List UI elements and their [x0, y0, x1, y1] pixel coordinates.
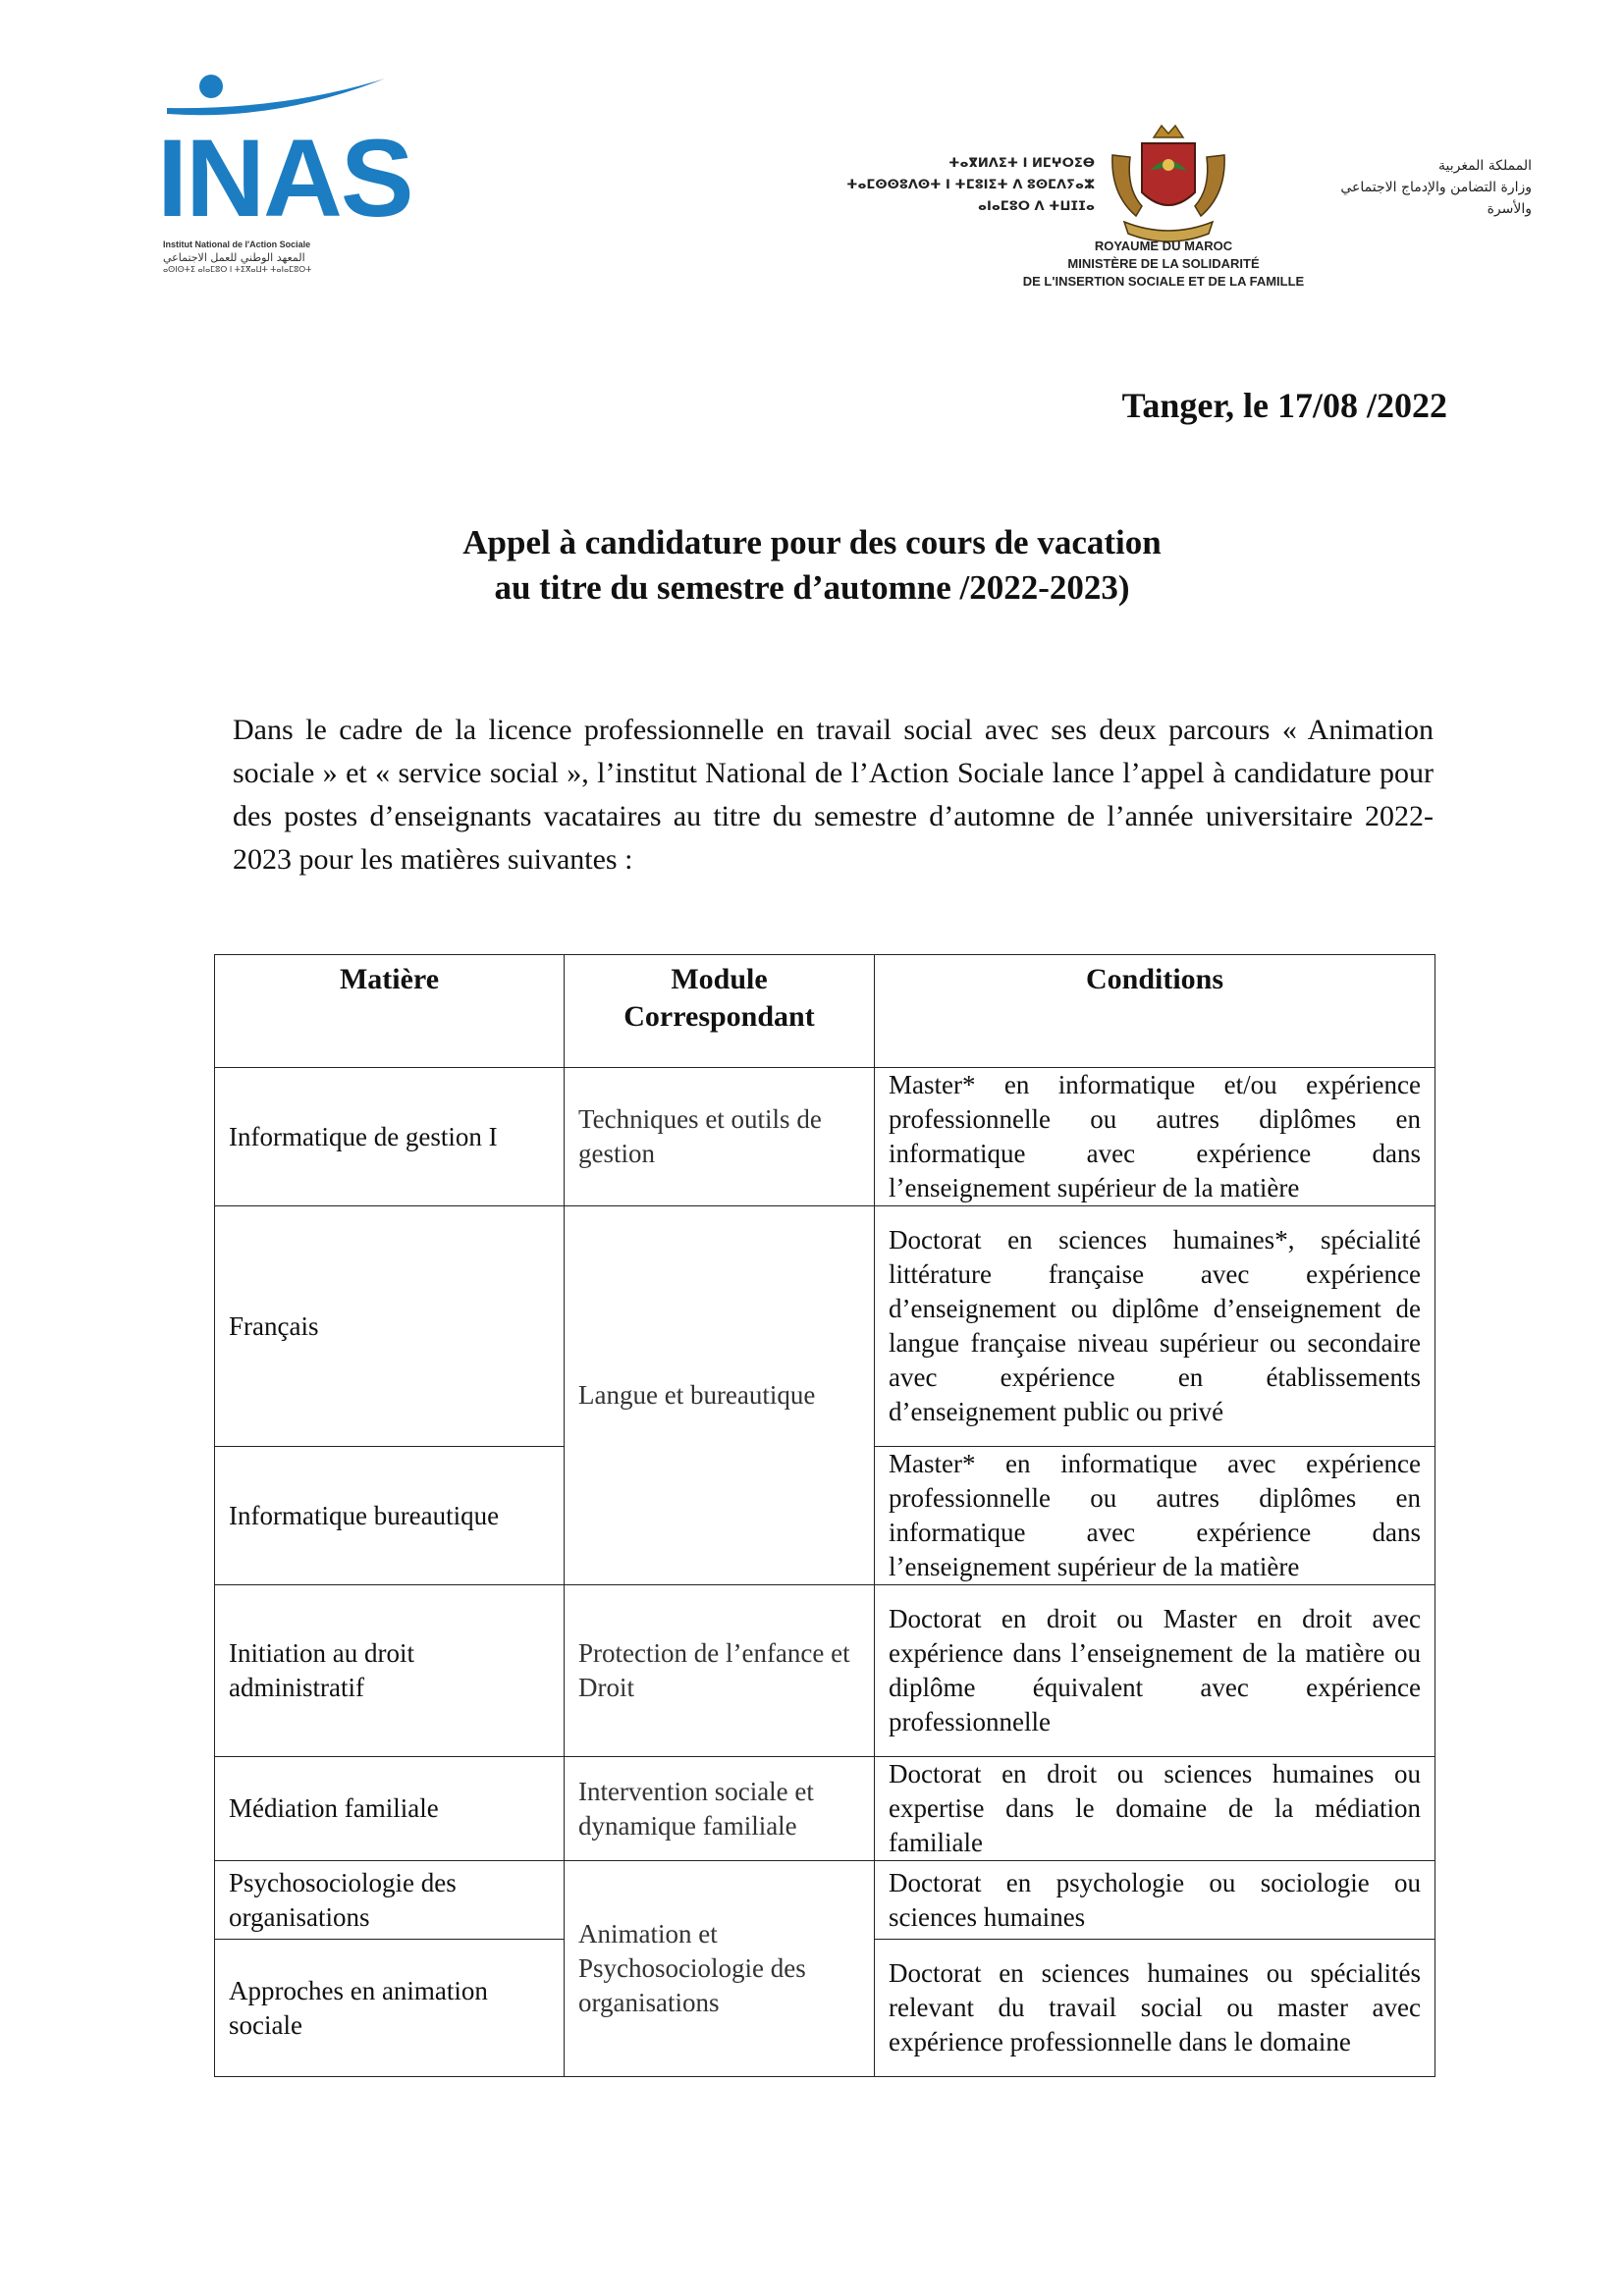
table-row [215, 1757, 1435, 1861]
royal-coat-of-arms-icon [1105, 116, 1232, 253]
cell-matiere: Initiation au droit administratif [215, 1585, 565, 1757]
inas-subtitle-tifinagh: ⴰⵙⵏⵙⵜⵉ ⴰⵏⴰⵎⵓⵔ ⵏ ⵜⵉⴳⴰⵡⵜ ⵜⴰⵏⴰⵎⵓⵔⵜ [163, 265, 312, 274]
ministry-arabic: المملكة المغربية وزارة التضامن والإدماج الاجتماعي والأسرة [1340, 158, 1532, 217]
table-row [215, 1068, 1435, 1206]
cell-matiere: Psychosociologie des organisations [215, 1861, 565, 1940]
cell-module: Langue et bureautique [565, 1206, 875, 1585]
table-row [215, 1206, 1435, 1447]
cell-conditions: Master* en informatique avec expérience professionnelle ou autres diplômes en informatique avec expérience dans l’enseignement supérieur de la matière [875, 1447, 1435, 1585]
cell-module: Intervention sociale et dynamique familiale [565, 1757, 875, 1861]
inas-wordmark: INAS [157, 117, 412, 240]
header-module: Module Correspondant [565, 955, 875, 1068]
cell-module: Animation et Psychosociologie des organisations [565, 1861, 875, 2077]
cell-module: Protection de l’enfance et Droit [565, 1585, 875, 1757]
cell-conditions: Doctorat en droit ou sciences humaines ou expertise dans le domaine de la médiation familiale [875, 1757, 1435, 1861]
cell-matiere: Français [215, 1206, 565, 1447]
cell-matiere: Médiation familiale [215, 1757, 565, 1861]
cell-conditions: Doctorat en sciences humaines*, spécialité littérature française avec expérience d’enseignement ou diplôme d’enseignement de langue française niveau supérieur ou secondaire avec expérience en établissements d’enseignement public ou privé [875, 1206, 1435, 1447]
table-row [215, 1585, 1435, 1757]
cell-matiere: Approches en animation sociale [215, 1940, 565, 2077]
cell-matiere: Informatique de gestion I [215, 1068, 565, 1206]
cell-conditions: Doctorat en droit ou Master en droit avec expérience dans l’enseignement de la matière ou diplôme équivalent avec expérience professionnelle [875, 1585, 1435, 1757]
table-row [215, 1861, 1435, 1940]
courses-table [214, 954, 1435, 2077]
table-header-row [215, 955, 1435, 1068]
intro-paragraph: Dans le cadre de la licence professionnelle en travail social avec ses deux parcours « Animation sociale » et « service social », l’institut National de l’Action Sociale lance l’appel à candidature pour des postes d’enseignants vacataires au titre du semestre d’automne de l’année universitaire 2022-2023 pour les matières suivantes : [233, 714, 1434, 876]
ministry-tifinagh: ⵜⴰⴳⵍⴷⵉⵜ ⵏ ⵍⵎⵖⵔⵉⴱ ⵜⴰⵎⵙⵙⵓⴷⵙⵜ ⵏ ⵜⵎⵓⵏⵉⵜ ⴷ ⵓⵙⵎⴷⵢⴰⵣ ⴰⵏⴰⵎⵓⵔ ⴷ ⵜⵡⵊⵊⴰ [846, 156, 1095, 214]
cell-module: Techniques et outils de gestion [565, 1068, 875, 1206]
document-title: Appel à candidature pour des cours de vacation au titre du semestre d’automne /2022-2023) [462, 523, 1162, 607]
cell-conditions: Doctorat en psychologie ou sociologie ou sciences humaines [875, 1861, 1435, 1940]
ministry-header [800, 116, 1532, 312]
ministry-french: ROYAUME DU MAROC MINISTÈRE DE LA SOLIDARITÉ DE L'INSERTION SOCIALE ET DE LA FAMILLE [1022, 239, 1305, 289]
header-matiere: Matière [215, 955, 565, 1068]
cell-matiere: Informatique bureautique [215, 1447, 565, 1585]
header-conditions: Conditions [875, 955, 1435, 1068]
inas-subtitle-ar: المعهد الوطني للعمل الاجتماعي [163, 251, 305, 264]
cell-conditions: Master* en informatique et/ou expérience professionnelle ou autres diplômes en informatique avec expérience dans l’enseignement supérieur de la matière [875, 1068, 1435, 1206]
inas-logo [157, 71, 412, 274]
inas-subtitle-fr: Institut National de l'Action Sociale [163, 240, 311, 249]
date-line: Tanger, le 17/08 /2022 [1121, 386, 1447, 425]
cell-conditions: Doctorat en sciences humaines ou spécialités relevant du travail social ou master avec expérience professionnelle dans le domaine [875, 1940, 1435, 2077]
